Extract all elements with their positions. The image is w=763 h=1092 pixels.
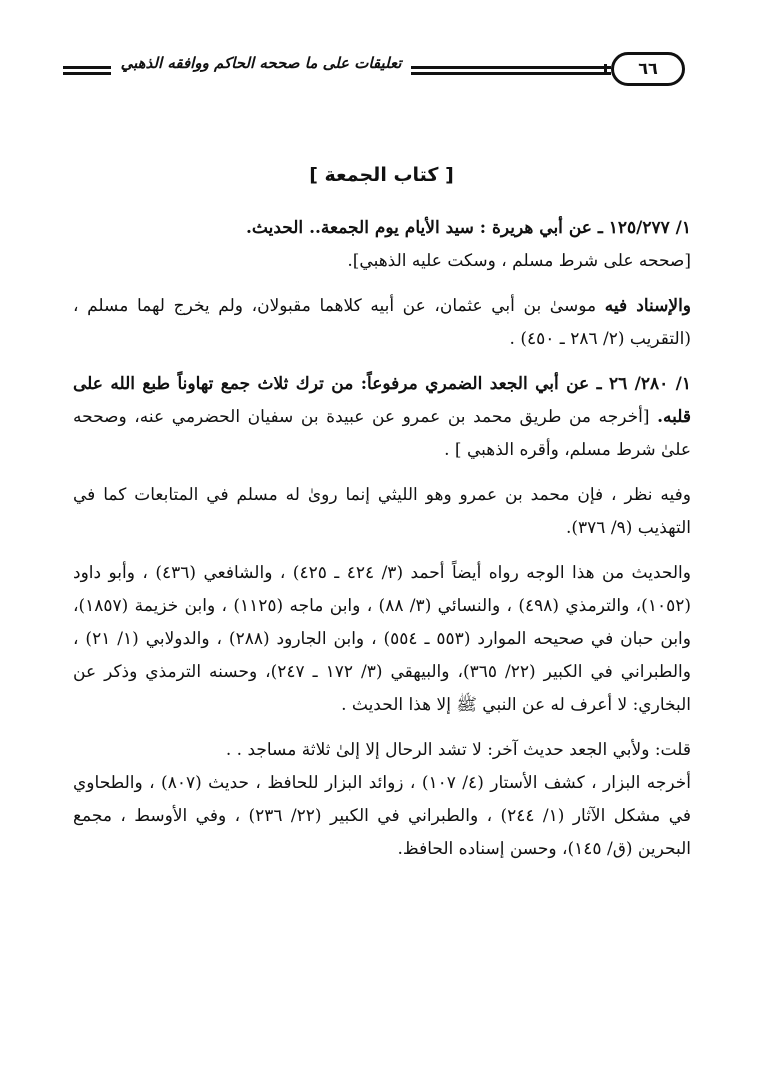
paragraph-text: [صححه على شرط مسلم ، وسكت عليه الذهبي]. <box>347 251 691 271</box>
paragraph <box>73 479 691 545</box>
paragraph-lead: ١/ ١٢٥/٢٧٧ ـ عن أبي هريرة : سيد الأيام يوم الجمعة.. الحديث. <box>246 218 691 238</box>
paragraph <box>73 290 691 356</box>
section-title: [ كتاب الجمعة ] <box>309 164 454 186</box>
paragraph <box>73 212 691 278</box>
running-header <box>55 42 685 92</box>
paragraph-lead: قلت: ولأبي الجعد حديث آخر: لا تشد الرحال إلا إلىٰ ثلاثة مساجد . . <box>225 740 691 760</box>
body-text <box>73 212 691 866</box>
paragraph-lead: والإسناد فيه <box>604 296 691 316</box>
paragraph-text: موسىٰ بن أبي عثمان، عن أبيه كلاهما مقبولان، ولم يخرج لهما مسلم ، (التقريب (٢/ ٢٨٦ ـ ٤٥٠) . <box>73 296 691 349</box>
header-rule <box>411 72 611 75</box>
paragraph-text: [أخرجه من طريق محمد بن عمرو عن عبيدة بن سفيان الحضرمي عنه، وصححه علىٰ شرط مسلم، وأقره الذهبي ] . <box>73 407 691 460</box>
running-title: تعليقات على ما صححه الحاكم ووافقه الذهبي <box>120 54 402 72</box>
header-rule <box>411 66 611 69</box>
paragraph <box>73 734 691 866</box>
header-rule <box>63 66 111 69</box>
paragraph-text: وفيه نظر ، فإن محمد بن عمرو وهو الليثي إنما روىٰ له مسلم في المتابعات كما في التهذيب (٩/ ٣٧٦). <box>73 485 691 538</box>
paragraph-text: والحديث من هذا الوجه رواه أيضاً أحمد (٣/ ٤٢٤ ـ ٤٢٥) ، والشافعي (٤٣٦) ، وأبو داود (١٠٥٢)، والترمذي (٤٩٨) ، والنسائي (٣/ ٨٨) ، وابن ماجه (١١٢٥) ، وابن خزيمة (١٨٥٧)، وابن حبان في صحيحه الموارد (٥٥٣ ـ ٥٥٤) ، وابن الجارود (٢٨٨) ، والدولابي (١/ ٢١) ، والطبراني في الكبير (٢٢/ ٣٦٥)، والبيهقي (٣/ ١٧٢ ـ ٢٤٧)، وحسنه الترمذي وذكر عن البخاري: لا أعرف له عن النبي ﷺ إلا هذا الحديث . <box>73 563 691 715</box>
header-rule <box>63 72 111 75</box>
page-number: ٦٦ <box>611 52 685 86</box>
paragraph-text: أخرجه البزار ، كشف الأستار (٤/ ١٠٧) ، زوائد البزار للحافظ ، حديث (٨٠٧) ، والطحاوي في مشكل الآثار (١/ ٢٤٤) ، والطبراني في الكبير (٢٢/ ٢٣٦) ، وفي الأوسط ، مجمع البحرين (ق/ ١٤٥)، وحسن إسناده الحافظ. <box>73 773 692 859</box>
paragraph-lead: ١/ ٢٨٠/ ٢٦ ـ عن أبي الجعد الضمري مرفوعاً: من ترك ثلاث جمع تهاوناً طبع الله على قلبه. <box>73 374 691 427</box>
paragraph <box>73 557 691 722</box>
paragraph <box>73 368 691 467</box>
